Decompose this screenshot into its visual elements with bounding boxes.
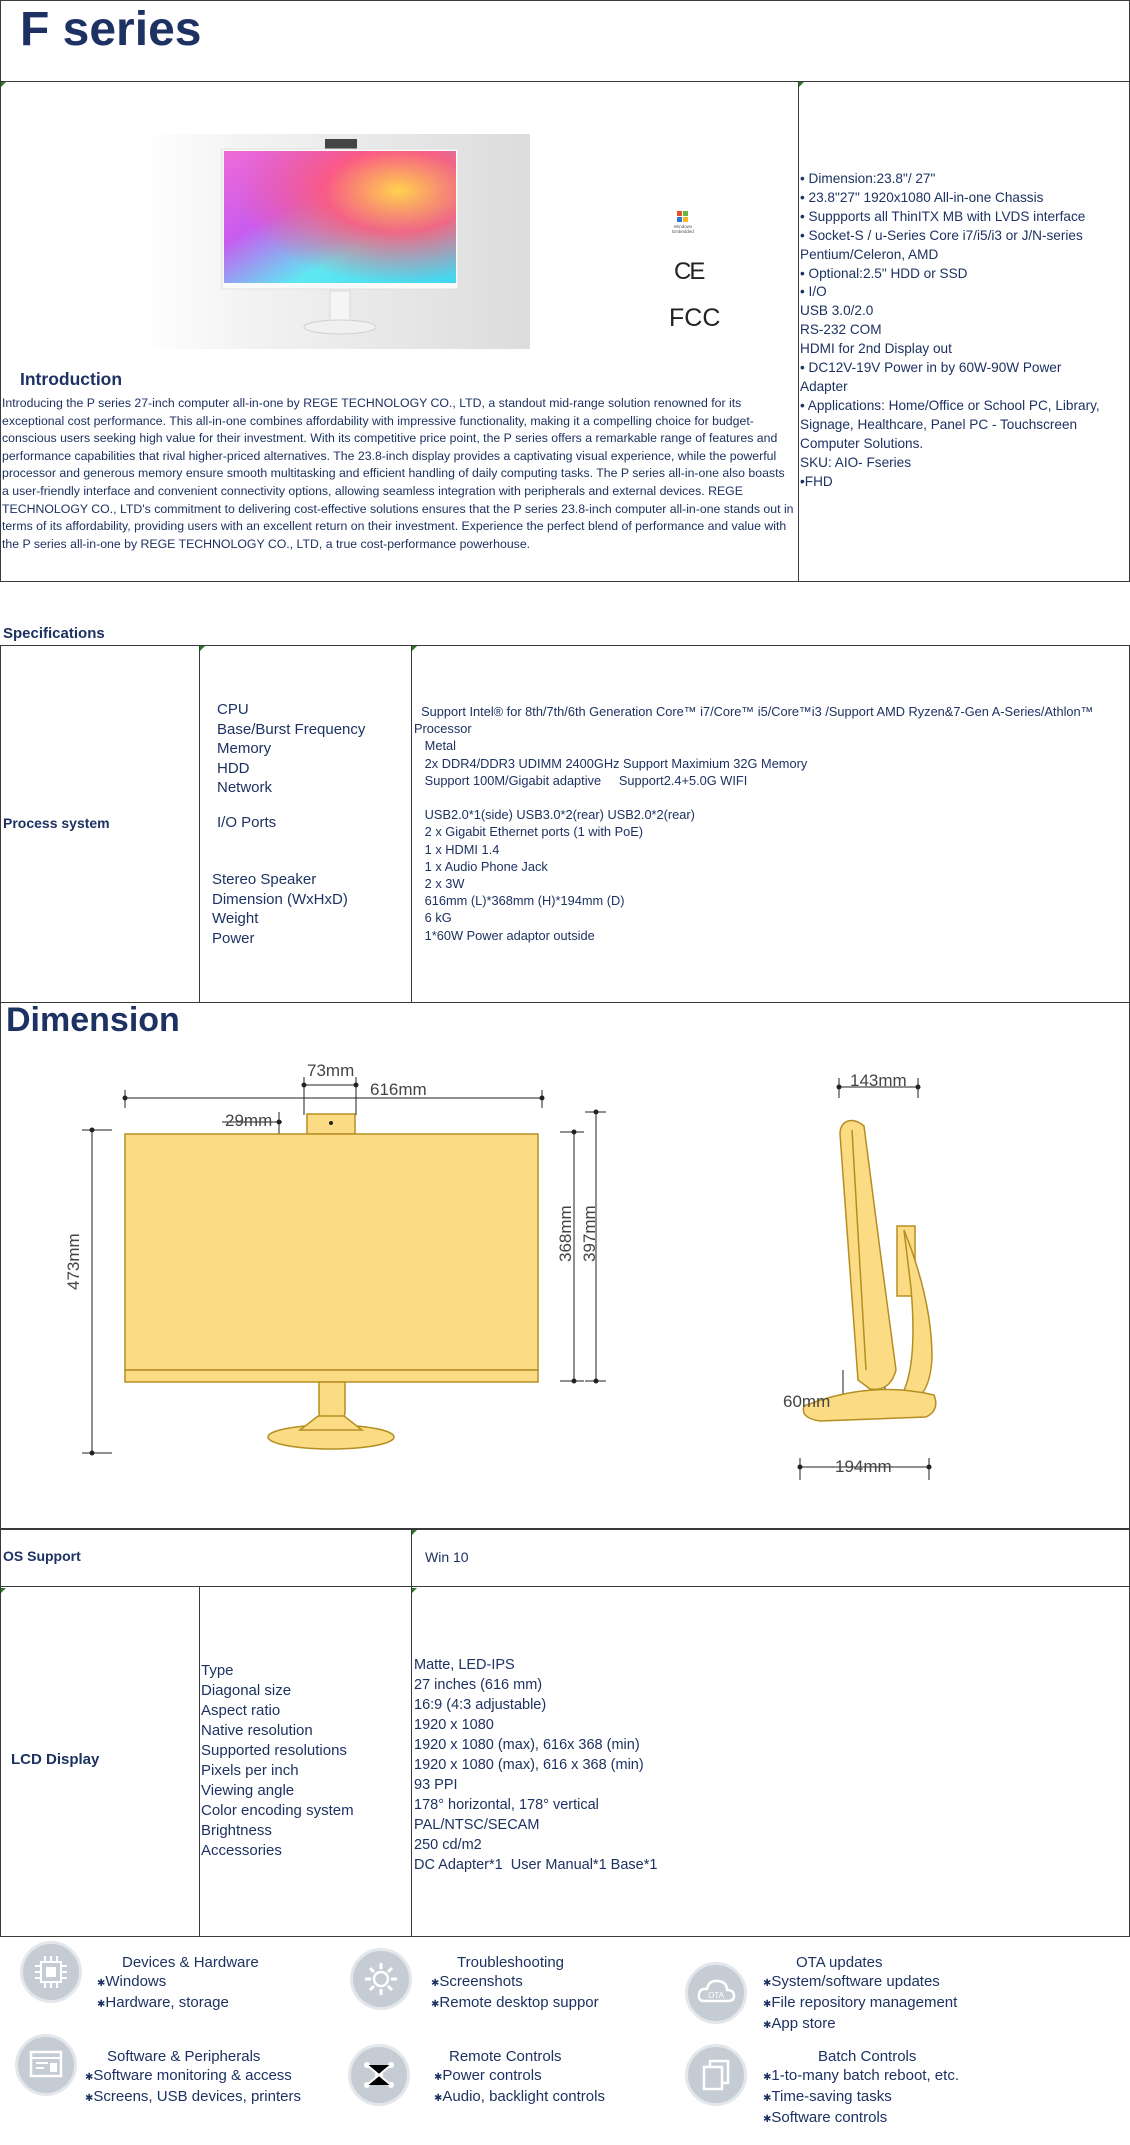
window-icon (15, 2034, 77, 2096)
service-item (763, 2087, 959, 2108)
service-item-label: Windows (105, 1973, 167, 1990)
svg-text:Windows: Windows (673, 224, 693, 229)
network-icon (348, 2044, 410, 2106)
service-item (431, 1972, 599, 1993)
service-title: Troubleshooting (457, 1954, 565, 1971)
feature-item: RS-232 COM (800, 322, 882, 338)
ce-mark: CE (674, 258, 704, 285)
svg-text:Embedded: Embedded (672, 229, 694, 234)
intro-paragraph: Introducing the P series 27-inch computer all-in-one by REGE TECHNOLOGY CO., LTD, a standout mid-range solution renowned for its exceptional cost performance. This all-in-one combines affordability with impressive functionality, making it a compelling choice for budget-conscious users seeking high value for their investment. With its competitive price point, the P series offers a remarkable range of features and performance capabilities that rival higher-priced alternatives. The 23.8-inch display provides a captivating visual experience, while the powerful processor and generous memory ensure smooth multitasking and efficient handling of daily computing tasks. The P series all-in-one also boasts a user-friendly interface and convenient connectivity options, allowing seamless integration with peripherals and external devices. REGE TECHNOLOGY CO., LTD's commitment to delivering cost-effective solutions ensures that the P series 23.8-inch computer all-in-one stands out in terms of its affordability, providing users with an excellent return on their investment. Experience the perfect blend of performance and value with the P series all-in-one by REGE TECHNOLOGY CO., LTD, a true cost-performance powerhouse. (2, 396, 794, 551)
lcd-value: 250 cd/m2 (414, 1837, 482, 1853)
service-item-label: Power controls (442, 2067, 542, 2084)
spec-value: 2 x 3W (414, 876, 465, 892)
spec-value: Support 100M/Gigabit adaptive Support2.4+5.0G WIFI (414, 772, 748, 788)
spec-label: CPU (217, 701, 249, 718)
service-item-list (763, 2066, 959, 2129)
lcd-label: Viewing angle (201, 1782, 295, 1799)
lcd-value: 1920 x 1080 (max), 616 x 368 (min) (414, 1757, 644, 1773)
cell-corner (799, 82, 804, 87)
service-item (431, 1993, 599, 2014)
col-divider (411, 645, 412, 1003)
windows-embedded-logo (668, 210, 698, 236)
feature-item: Computer Solutions. (800, 435, 924, 451)
feature-item: HDMI for 2nd Display out (800, 341, 952, 357)
service-item-list (97, 1972, 229, 2014)
spec-value: Metal (414, 738, 456, 754)
service-item-list (434, 2066, 605, 2108)
cell-corner (412, 646, 417, 651)
dim-panel-height: 397mm (580, 1205, 599, 1262)
dimension-heading: Dimension (6, 1001, 180, 1039)
service-item (85, 2066, 301, 2087)
spec-label: Network (217, 779, 273, 796)
specs-values (414, 703, 1093, 944)
dimension-drawing (0, 1040, 1130, 1520)
bullet-icon: ✱ (97, 1999, 106, 2010)
os-value: Win 10 (425, 1549, 469, 1565)
service-item-label: 1-to-many batch reboot, etc. (771, 2067, 959, 2084)
service-item (97, 1972, 229, 1993)
spec-value: Support Intel® for 8th/7th/6th Generation Core™ i7/Core™ i5/Core™i3 /Support AMD Ryzen&7-Gen A-Series/Athlon™ (414, 704, 1094, 719)
lcd-label: Type (201, 1662, 234, 1679)
service-item-label: Software controls (771, 2109, 888, 2126)
spec-label: Stereo Speaker (212, 871, 317, 888)
spec-label: Memory (217, 740, 272, 757)
spec-value: 2 x Gigabit Ethernet ports (1 with PoE) (414, 824, 644, 840)
os-row (0, 1529, 1130, 1587)
bullet-icon: ✱ (434, 2093, 443, 2104)
bullet-icon: ✱ (763, 2072, 772, 2083)
spec-label: Weight (212, 910, 259, 927)
lcd-value: 1920 x 1080 (max), 616x 368 (min) (414, 1737, 640, 1753)
bullet-icon: ✱ (763, 2020, 772, 2031)
lcd-label: Brightness (201, 1822, 272, 1839)
lcd-value: 27 inches (616 mm) (414, 1677, 543, 1693)
lcd-values (414, 1655, 657, 1875)
spec-value: 2x DDR4/DDR3 UDIMM 2400GHz Support Maximium 32G Memory (414, 755, 808, 771)
spec-label: HDD (217, 759, 250, 777)
feature-item: • DC12V-19V Power in by 60W-90W Power (800, 360, 1062, 376)
spec-value: 616mm (L)*368mm (H)*194mm (D) (414, 893, 625, 909)
lcd-label: Aspect ratio (201, 1702, 281, 1719)
lcd-value: 178° horizontal, 178° vertical (414, 1797, 599, 1813)
col-divider (411, 1529, 412, 1587)
product-image (140, 134, 530, 349)
lcd-label: Pixels per inch (201, 1762, 299, 1779)
row-line (0, 1529, 1130, 1530)
service-item-label: System/software updates (771, 1973, 940, 1990)
specs-label-io: I/O Ports (217, 814, 277, 831)
spec-value: 1 x Audio Phone Jack (414, 858, 548, 874)
cell-corner (412, 1530, 417, 1535)
bullet-icon: ✱ (97, 1978, 106, 1989)
service-item-label: Software monitoring & access (93, 2067, 292, 2084)
feature-list (800, 170, 1130, 491)
service-item (434, 2066, 605, 2087)
cell-corner (412, 1588, 417, 1593)
spec-label: Dimension (WxHxD) (212, 890, 348, 908)
fcc-mark: FCC (669, 304, 721, 332)
bullet-icon: ✱ (763, 2114, 772, 2125)
spec-label: Base/Burst Frequency (217, 720, 366, 738)
service-item (763, 1993, 957, 2014)
feature-item: • Optional:2.5" HDD or SSD (800, 265, 968, 281)
service-item (97, 1993, 229, 2014)
bullet-icon: ✱ (85, 2072, 94, 2083)
copy-icon (685, 2044, 747, 2106)
bullet-icon: ✱ (763, 1978, 772, 1989)
service-item (763, 2014, 957, 2035)
service-item-label: Remote desktop suppor (439, 1994, 599, 2011)
col-divider (411, 1587, 412, 1937)
service-item-label: Audio, backlight controls (442, 2088, 605, 2105)
lcd-value: 16:9 (4:3 adjustable) (414, 1697, 547, 1713)
bullet-icon: ✱ (763, 2093, 772, 2104)
service-item-list (763, 1972, 957, 2035)
dim-screen-height: 368mm (556, 1205, 575, 1262)
lcd-label: Accessories (201, 1842, 282, 1859)
feature-item: • Applications: Home/Office or School PC, Library, (800, 397, 1100, 413)
dim-base-depth: 194mm (835, 1457, 892, 1476)
service-item-label: App store (771, 2015, 836, 2032)
spec-value (414, 789, 1093, 806)
dim-total-height: 473mm (64, 1233, 83, 1290)
bullet-icon: ✱ (431, 1978, 440, 1989)
service-item (763, 2108, 959, 2129)
os-label: OS Support (3, 1548, 81, 1564)
spec-value: Processor (414, 721, 472, 737)
spec-value: 1*60W Power adaptor outside (414, 927, 595, 943)
lcd-value: PAL/NTSC/SECAM (414, 1817, 540, 1833)
specs-labels-b (212, 870, 348, 948)
lcd-value: 1920 x 1080 (414, 1717, 494, 1733)
bullet-icon: ✱ (85, 2093, 94, 2104)
service-item (434, 2087, 605, 2108)
lcd-label: Color encoding system (201, 1802, 354, 1819)
lcd-category: LCD Display (11, 1751, 100, 1768)
spec-value: 6 kG (414, 910, 452, 926)
cell-corner (200, 646, 205, 651)
service-title: OTA updates (796, 1954, 883, 1971)
lcd-labels (201, 1661, 354, 1861)
service-item-label: File repository management (771, 1994, 958, 2011)
intro-divider (798, 81, 799, 582)
service-title: Devices & Hardware (122, 1954, 259, 1971)
service-item-label: Hardware, storage (105, 1994, 229, 2011)
feature-item: USB 3.0/2.0 (800, 303, 874, 319)
col-divider (199, 1587, 200, 1937)
feature-item: • Suppports all ThinITX MB with LVDS interface (800, 208, 1086, 224)
dim-width: 616mm (370, 1080, 427, 1099)
feature-item: • Socket-S / u-Series Core i7/i5/i3 or J/N-series (800, 227, 1083, 243)
gear-icon (350, 1948, 412, 2010)
service-title: Software & Peripherals (107, 2048, 261, 2065)
cloud-ota-icon (685, 1962, 747, 2024)
lcd-label: Supported resolutions (201, 1742, 347, 1759)
service-item-label: Screens, USB devices, printers (93, 2088, 301, 2105)
spec-value: 1 x HDMI 1.4 (414, 841, 500, 857)
chip-icon (20, 1941, 82, 2003)
feature-item: Adapter (800, 378, 848, 394)
lcd-value: DC Adapter*1 User Manual*1 Base*1 (414, 1857, 658, 1873)
service-item-list (431, 1972, 599, 2014)
feature-item: • I/O (800, 284, 827, 300)
service-item-label: Time-saving tasks (771, 2088, 892, 2105)
feature-item: • 23.8"27" 1920x1080 All-in-one Chassis (800, 189, 1044, 205)
service-item (763, 2066, 959, 2087)
feature-item: Pentium/Celeron, AMD (800, 246, 939, 262)
service-item (763, 1972, 957, 1993)
service-item (85, 2087, 301, 2108)
svg-text:OTA: OTA (708, 1991, 724, 2000)
feature-item: • Dimension:23.8"/ 27" (800, 171, 936, 186)
feature-item: •FHD (800, 473, 833, 489)
bullet-icon: ✱ (763, 1999, 772, 2010)
dim-top-depth: 143mm (850, 1071, 907, 1090)
dim-stand-offset: 60mm (783, 1392, 831, 1411)
lcd-value: 93 PPI (414, 1777, 458, 1793)
service-item-list (85, 2066, 301, 2108)
service-item-label: Screenshots (439, 1973, 523, 1990)
lcd-label: Diagonal size (201, 1682, 292, 1699)
specs-heading: Specifications (3, 625, 105, 642)
lcd-value: Matte, LED-IPS (414, 1657, 515, 1673)
bullet-icon: ✱ (431, 1999, 440, 2010)
spec-value: USB2.0*1(side) USB3.0*2(rear) USB2.0*2(rear) (414, 807, 695, 823)
specs-category: Process system (3, 815, 110, 831)
specs-labels-a (217, 700, 365, 798)
bullet-icon: ✱ (434, 2072, 443, 2083)
cell-corner (1, 82, 6, 87)
dim-cam-offset: 29mm (225, 1111, 273, 1130)
feature-item: SKU: AIO- Fseries (800, 454, 912, 470)
service-title: Remote Controls (449, 2048, 562, 2065)
page-title: F series (20, 3, 202, 56)
service-title: Batch Controls (818, 2048, 917, 2065)
feature-item: Signage, Healthcare, Panel PC - Touchscreen (800, 416, 1078, 432)
col-divider (199, 645, 200, 1003)
lcd-label: Native resolution (201, 1722, 313, 1739)
cell-corner (1, 1588, 6, 1593)
dim-cam-width: 73mm (307, 1061, 355, 1080)
intro-heading: Introduction (20, 369, 123, 389)
spec-label: Power (212, 929, 255, 947)
